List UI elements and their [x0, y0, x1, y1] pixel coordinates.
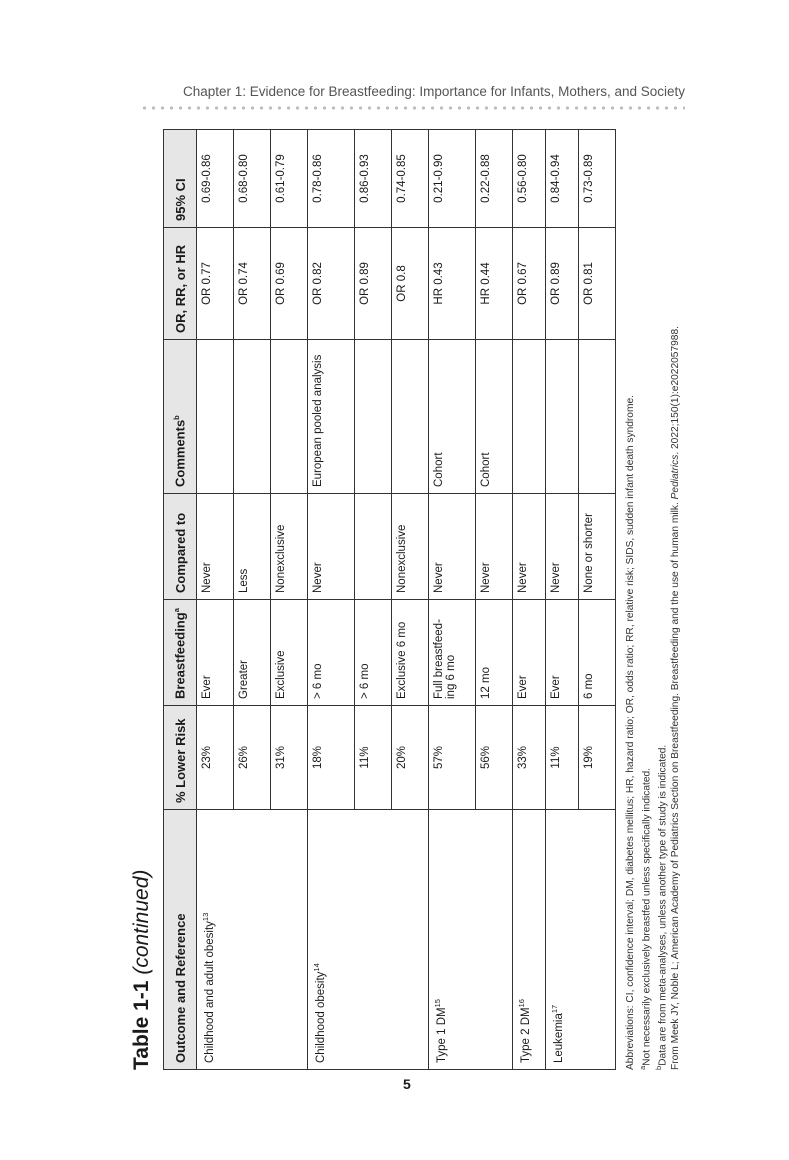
table-row [308, 130, 355, 1070]
table-row [513, 130, 546, 1070]
compared-to-cell: Never [546, 494, 579, 600]
breastfeeding-cell: 12 mo [476, 600, 513, 706]
comments-cell [234, 340, 271, 494]
ci-cell: 0.68-0.80 [234, 130, 271, 228]
evidence-table [163, 129, 616, 1070]
comments-cell [197, 340, 234, 494]
ratio-cell: OR 0.77 [197, 228, 234, 340]
footnote-a: $^a$Not necessarily exclusively breastfed unless specifically indicated. [638, 767, 653, 1070]
comments-cell: European pooled analysis [308, 340, 355, 494]
ci-cell: 0.22-0.88 [476, 130, 513, 228]
rotated-table-block [130, 130, 690, 1070]
ci-cell: 0.69-0.86 [197, 130, 234, 228]
source-note: From Meek JY, Noble L; American Academy of Pediatrics Section on Breastfeeding. Breastfeeding and the use of human milk. Pediatrics. 2022;150(1):e2022057988. [669, 326, 681, 1070]
lower-risk-cell: 56% [476, 706, 513, 810]
footnote-b: $^b$Data are from meta-analyses, unless another type of study is indicated. [654, 744, 669, 1070]
outcome-cell: Type 2 DM$^{16}$ [513, 810, 546, 1070]
compared-to-cell: Less [234, 494, 271, 600]
table-row [546, 130, 579, 1070]
breastfeeding-cell: 6 mo [579, 600, 616, 706]
dotted-rule [140, 106, 685, 110]
ci-cell: 0.84-0.94 [546, 130, 579, 228]
lower-risk-cell: 19% [579, 706, 616, 810]
compared-to-cell: None or shorter [579, 494, 616, 600]
table-header-row [164, 130, 197, 1070]
col-ratio: OR, RR, or HR [164, 228, 197, 340]
ci-cell: 0.21-0.90 [429, 130, 476, 228]
col-outcome: Outcome and Reference [164, 810, 197, 1070]
compared-to-cell: Never [197, 494, 234, 600]
ratio-cell: OR 0.69 [271, 228, 308, 340]
lower-risk-cell: 18% [308, 706, 355, 810]
outcome-cell: Childhood obesity$^{14}$ [308, 810, 429, 1070]
compared-to-cell: Nonexclusive [392, 494, 429, 600]
compared-to-cell: Never [513, 494, 546, 600]
comments-cell [579, 340, 616, 494]
breastfeeding-cell: Exclusive 6 mo [392, 600, 429, 706]
ci-cell: 0.74-0.85 [392, 130, 429, 228]
outcome-cell: Type 1 DM$^{15}$ [429, 810, 513, 1070]
col-comments: Comments$^b$ [164, 340, 197, 494]
comments-cell: Cohort [476, 340, 513, 494]
lower-risk-cell: 23% [197, 706, 234, 810]
compared-to-cell: Never [476, 494, 513, 600]
comments-cell: Cohort [429, 340, 476, 494]
col-lower-risk: % Lower Risk [164, 706, 197, 810]
ci-cell: 0.86-0.93 [355, 130, 392, 228]
lower-risk-cell: 33% [513, 706, 546, 810]
comments-cell [392, 340, 429, 494]
breastfeeding-cell: Greater [234, 600, 271, 706]
compared-to-cell: Nonexclusive [271, 494, 308, 600]
breastfeeding-cell: Ever [546, 600, 579, 706]
lower-risk-cell: 20% [392, 706, 429, 810]
table-notes [625, 130, 682, 1070]
ci-cell: 0.78-0.86 [308, 130, 355, 228]
breastfeeding-cell: Full breastfeed-ing 6 mo [429, 600, 476, 706]
outcome-cell: Childhood and adult obesity$^{13}$ [197, 810, 308, 1070]
ratio-cell: OR 0.74 [234, 228, 271, 340]
lower-risk-cell: 26% [234, 706, 271, 810]
ratio-cell: OR 0.67 [513, 228, 546, 340]
breastfeeding-cell: Exclusive [271, 600, 308, 706]
ci-cell: 0.73-0.89 [579, 130, 616, 228]
comments-cell [355, 340, 392, 494]
col-breastfeeding: Breastfeeding$^a$ [164, 600, 197, 706]
page-number: 5 [403, 1076, 411, 1092]
running-head: Chapter 1: Evidence for Breastfeeding: Importance for Infants, Mothers, and Society [182, 84, 685, 99]
ci-cell: 0.61-0.79 [271, 130, 308, 228]
comments-cell [271, 340, 308, 494]
abbreviations-note: Abbreviations: CI, confidence interval; DM, diabetes mellitus; HR, hazard ratio; OR, odds ratio; RR, relative risk; SIDS, sudden infant death syndrome. [625, 395, 636, 1070]
outcome-cell: Leukemia$^{17}$ [546, 810, 616, 1070]
col-ci: 95% CI [164, 130, 197, 228]
comments-cell [513, 340, 546, 494]
ratio-cell: OR 0.89 [355, 228, 392, 340]
breastfeeding-cell: > 6 mo [355, 600, 392, 706]
table-continued: (continued) [130, 869, 153, 975]
compared-to-cell: Never [308, 494, 355, 600]
ratio-cell: OR 0.82 [308, 228, 355, 340]
breastfeeding-cell: Ever [197, 600, 234, 706]
lower-risk-cell: 31% [271, 706, 308, 810]
ratio-cell: OR 0.81 [579, 228, 616, 340]
table-row [197, 130, 234, 1070]
ratio-cell: HR 0.43 [429, 228, 476, 340]
compared-to-cell: Never [429, 494, 476, 600]
lower-risk-cell: 57% [429, 706, 476, 810]
table-title: Table 1-1 [130, 980, 153, 1070]
table-caption [130, 870, 154, 1070]
lower-risk-cell: 11% [355, 706, 392, 810]
ratio-cell: OR 0.89 [546, 228, 579, 340]
breastfeeding-cell: > 6 mo [308, 600, 355, 706]
ratio-cell: OR 0.8 [392, 228, 429, 340]
comments-cell [546, 340, 579, 494]
col-compared-to: Compared to [164, 494, 197, 600]
ci-cell: 0.56-0.80 [513, 130, 546, 228]
table-row [429, 130, 476, 1070]
ratio-cell: HR 0.44 [476, 228, 513, 340]
compared-to-cell [355, 494, 392, 600]
lower-risk-cell: 11% [546, 706, 579, 810]
breastfeeding-cell: Ever [513, 600, 546, 706]
